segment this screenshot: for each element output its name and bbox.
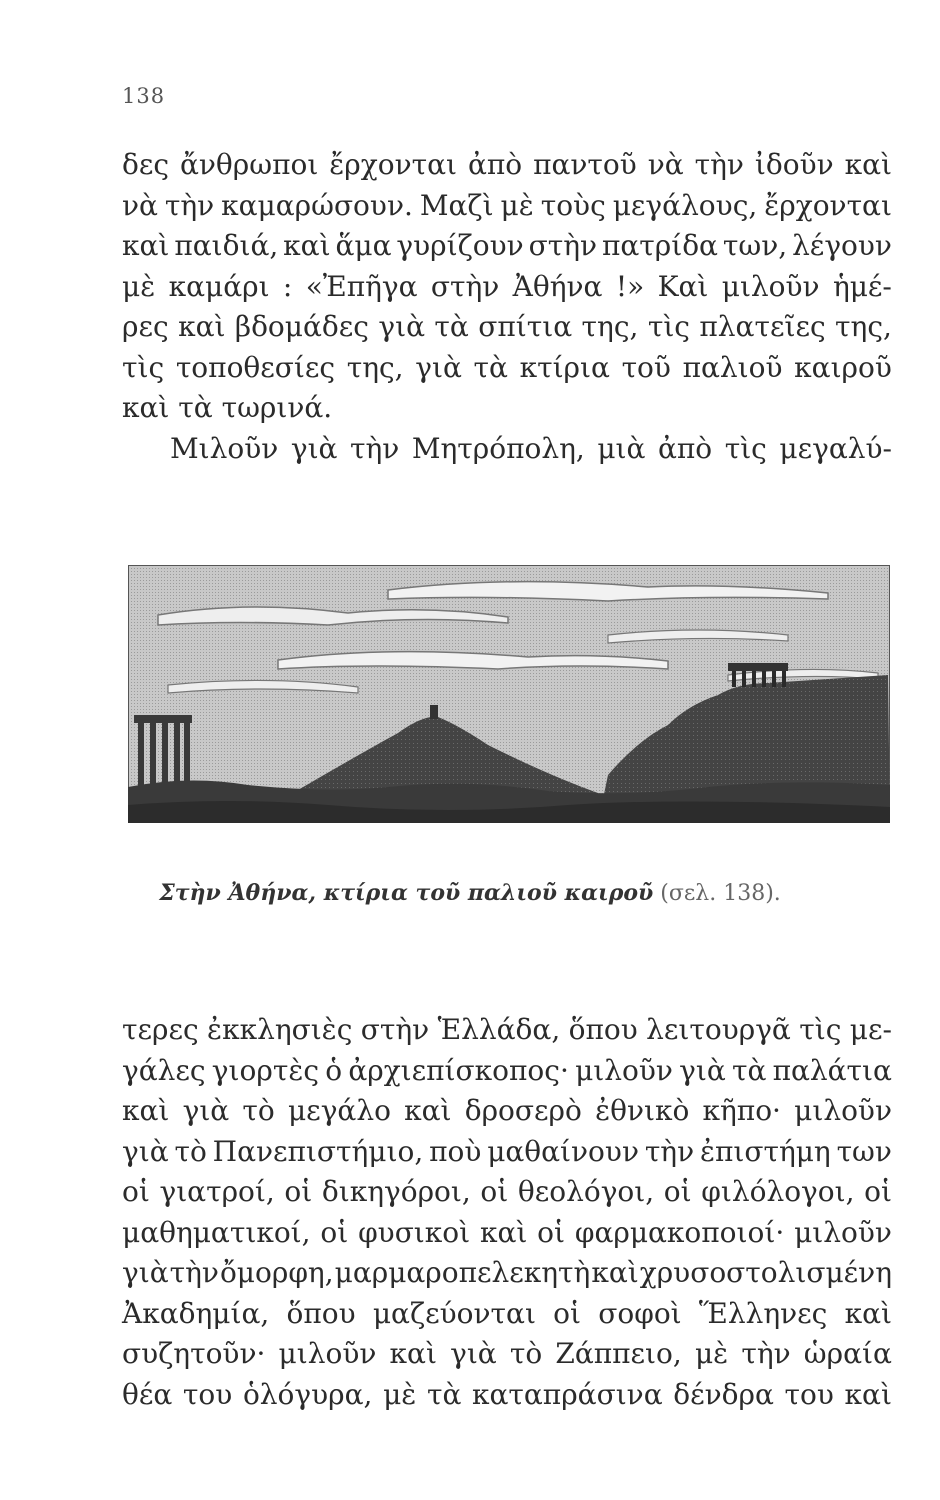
word: χρυσοστολισμένη bbox=[639, 1256, 892, 1289]
word: θέα bbox=[122, 1377, 173, 1411]
word: ἐπιστήμη bbox=[699, 1134, 831, 1168]
word: λέγουν bbox=[792, 229, 892, 262]
text-line bbox=[122, 226, 892, 267]
paragraph-3 bbox=[122, 1010, 892, 1415]
word: γιὰ bbox=[290, 431, 338, 465]
paragraph-1 bbox=[122, 145, 892, 469]
word: καιροῦ bbox=[794, 350, 892, 384]
text-line bbox=[122, 1253, 892, 1294]
word: καὶ bbox=[178, 310, 226, 343]
word: μεγάλο bbox=[287, 1094, 391, 1127]
word: τὴν bbox=[164, 188, 215, 222]
word: ἔρχονται bbox=[764, 188, 892, 222]
text-line bbox=[122, 1294, 892, 1335]
word: γιορτὲς bbox=[211, 1053, 320, 1087]
word: του bbox=[784, 1377, 834, 1411]
word: μαζεύονται bbox=[372, 1296, 536, 1330]
word: γιὰ bbox=[122, 1256, 169, 1289]
word: Ἑλλάδα, bbox=[437, 1013, 561, 1046]
word: πατρίδα bbox=[601, 229, 718, 262]
word: καταπράσινα bbox=[472, 1377, 663, 1411]
word: γάλες bbox=[122, 1053, 206, 1087]
word: ἄνθρωποι bbox=[180, 148, 319, 181]
word: τὴν bbox=[644, 1134, 695, 1168]
word: οἱ bbox=[320, 1215, 349, 1249]
word: μιλοῦν bbox=[794, 1215, 892, 1249]
word: καὶ bbox=[122, 1094, 170, 1127]
word: φιλόλογοι, bbox=[701, 1175, 855, 1208]
word: Πανεπιστήμιο, bbox=[212, 1134, 424, 1168]
word: Μαζὶ bbox=[419, 188, 494, 222]
word: τὰ bbox=[731, 1053, 767, 1087]
text-line-last: καὶ τὰ τωρινά. bbox=[122, 391, 333, 424]
word: Καὶ bbox=[657, 269, 709, 303]
word: ὅπου bbox=[286, 1296, 356, 1330]
word: παιδιά, bbox=[174, 229, 279, 262]
word: : bbox=[282, 269, 293, 303]
word: τὴν bbox=[350, 431, 400, 465]
word: γιὰ bbox=[679, 1053, 726, 1087]
word: δικηγόροι, bbox=[321, 1175, 471, 1208]
word: καμάρι bbox=[168, 269, 270, 303]
word: δες bbox=[122, 148, 170, 181]
word: των, bbox=[722, 229, 788, 262]
word: ὁ bbox=[325, 1053, 343, 1087]
word: τὶς bbox=[647, 310, 690, 343]
word: δροσερὸ bbox=[464, 1094, 582, 1127]
word: μεγαλύ- bbox=[779, 431, 892, 465]
word: τοποθεσίες bbox=[175, 350, 336, 384]
word: του bbox=[182, 1377, 233, 1411]
word: βδομάδες bbox=[234, 310, 369, 343]
word: κτίρια bbox=[519, 350, 610, 384]
word: οἱ bbox=[122, 1175, 150, 1208]
word: !» bbox=[615, 269, 645, 303]
word: «Ἐπῆγα bbox=[305, 269, 418, 303]
word: Ἀκαδημία, bbox=[122, 1296, 270, 1330]
word: ὡραία bbox=[803, 1337, 892, 1370]
word: μιλοῦν bbox=[278, 1337, 377, 1370]
word: στὴν bbox=[430, 269, 500, 303]
word: μὲ bbox=[383, 1377, 417, 1411]
word: οἱ bbox=[553, 1296, 582, 1330]
word: γιὰ bbox=[182, 1094, 230, 1127]
word: παντοῦ bbox=[533, 148, 637, 181]
word: μαθαίνουν bbox=[487, 1134, 639, 1168]
text-line bbox=[122, 1010, 892, 1051]
word: Ἕλληνες bbox=[698, 1296, 828, 1330]
athens-landscape-icon bbox=[128, 565, 890, 823]
word: μιλοῦν bbox=[721, 269, 820, 303]
word: της, bbox=[346, 350, 404, 384]
word: μὲ bbox=[694, 1337, 729, 1370]
word: ἐκκλησιὲς bbox=[207, 1013, 353, 1046]
word: οἱ bbox=[284, 1175, 313, 1208]
word: νὰ bbox=[647, 148, 684, 181]
word: καὶ bbox=[844, 1296, 892, 1330]
word: νὰ bbox=[122, 188, 158, 222]
word: ἀπὸ bbox=[467, 148, 523, 181]
word: Μιλοῦν bbox=[170, 431, 279, 465]
word: καὶ bbox=[844, 1377, 892, 1411]
word: γυρίζουν bbox=[396, 229, 524, 262]
word: σπίτια bbox=[478, 310, 573, 343]
word: τὴν bbox=[694, 148, 744, 181]
word: καὶ bbox=[283, 229, 331, 262]
word: τὰ bbox=[434, 310, 469, 343]
word: καὶ bbox=[389, 1337, 437, 1370]
word: ἀρχιεπίσκοπος· bbox=[348, 1053, 569, 1087]
word: γιὰ bbox=[415, 350, 462, 384]
word: τὸ bbox=[174, 1134, 207, 1168]
word: μαρμαροπελεκητὴ bbox=[334, 1256, 591, 1289]
word: γιὰ bbox=[378, 310, 425, 343]
word: καὶ bbox=[404, 1094, 452, 1127]
word: καμαρώσουν. bbox=[221, 188, 413, 222]
word: μεγάλους, bbox=[612, 188, 758, 222]
word: μιλοῦν bbox=[575, 1053, 673, 1087]
word: τὴν bbox=[169, 1256, 219, 1289]
text-line bbox=[122, 145, 892, 186]
word: λειτουργᾶ bbox=[646, 1013, 791, 1046]
word: οἱ bbox=[480, 1175, 509, 1208]
text-line bbox=[122, 1132, 892, 1173]
word: Ζάππειο, bbox=[555, 1337, 682, 1370]
text-line bbox=[122, 1213, 892, 1254]
word: ὅπου bbox=[568, 1013, 638, 1046]
word: ἀπὸ bbox=[657, 431, 713, 465]
word: μὲ bbox=[122, 269, 156, 303]
word: στὴν bbox=[360, 1013, 430, 1046]
text-line bbox=[122, 307, 892, 348]
word: γιατροί, bbox=[159, 1175, 275, 1208]
word: τὰ bbox=[426, 1377, 462, 1411]
text-line bbox=[122, 348, 892, 389]
word: γιὰ bbox=[122, 1134, 169, 1168]
word: οἱ bbox=[864, 1175, 892, 1208]
word: παλάτια bbox=[772, 1053, 892, 1087]
word: ἐθνικὸ bbox=[595, 1094, 690, 1127]
word: Ἀθήνα bbox=[512, 269, 603, 303]
word: φαρμακοποιοί· bbox=[574, 1215, 785, 1249]
figure-illustration bbox=[128, 565, 890, 823]
word: τὸ bbox=[509, 1337, 543, 1370]
text-line bbox=[122, 267, 892, 308]
word: ἅμα bbox=[335, 229, 392, 262]
word: συζητοῦν· bbox=[122, 1337, 266, 1370]
paragraph-2-line bbox=[122, 429, 892, 470]
page-number: 138 bbox=[122, 84, 166, 108]
word: τὶς bbox=[724, 431, 767, 465]
word: τὰ bbox=[473, 350, 508, 384]
text-line bbox=[122, 186, 892, 227]
word: σοφοὶ bbox=[598, 1296, 682, 1330]
word: τὶς bbox=[799, 1013, 842, 1046]
word: ρες bbox=[122, 310, 169, 343]
word: οἱ bbox=[663, 1175, 692, 1208]
word: μιλοῦν bbox=[794, 1094, 892, 1127]
word: τὸ bbox=[242, 1094, 275, 1127]
word: θεολόγοι, bbox=[517, 1175, 655, 1208]
word: τὴν bbox=[741, 1337, 791, 1370]
word: φυσικοὶ bbox=[358, 1215, 471, 1249]
word: μιὰ bbox=[597, 431, 646, 465]
word: κῆπο· bbox=[702, 1094, 781, 1127]
word: τερες bbox=[122, 1013, 199, 1046]
word: δένδρα bbox=[673, 1377, 774, 1411]
word: τοῦ bbox=[621, 350, 671, 384]
text-line bbox=[122, 1334, 892, 1375]
word: καὶ bbox=[591, 1256, 639, 1289]
caption-page-ref: (σελ. 138). bbox=[660, 881, 781, 906]
text-line bbox=[122, 1091, 892, 1132]
word: οἱ bbox=[537, 1215, 566, 1249]
word: πλατεῖες bbox=[699, 310, 826, 343]
word: των bbox=[836, 1134, 892, 1168]
text-line bbox=[122, 1375, 892, 1416]
word: παλιοῦ bbox=[682, 350, 783, 384]
word: ποὺ bbox=[429, 1134, 482, 1168]
word: καὶ bbox=[122, 229, 170, 262]
word: τὶς bbox=[122, 350, 165, 384]
word: ὄμορφη, bbox=[219, 1256, 334, 1289]
word: γιὰ bbox=[450, 1337, 497, 1370]
text-line bbox=[122, 1051, 892, 1092]
word: καὶ bbox=[479, 1215, 528, 1249]
word: ὁλόγυρα, bbox=[242, 1377, 373, 1411]
word: ἰδοῦν bbox=[754, 148, 834, 181]
text-line bbox=[122, 1172, 892, 1213]
word: με- bbox=[849, 1013, 892, 1046]
word: μὲ bbox=[500, 188, 534, 222]
word: ἡμέ- bbox=[832, 269, 892, 303]
word: τοὺς bbox=[540, 188, 606, 222]
word: της, bbox=[581, 310, 639, 343]
caption-main: Στὴν Ἀθήνα, κτίρια τοῦ παλιοῦ καιροῦ bbox=[159, 880, 654, 906]
word: στὴν bbox=[528, 229, 598, 262]
figure-caption bbox=[0, 880, 940, 906]
word: καὶ bbox=[844, 148, 892, 181]
word: Μητρόπολη, bbox=[411, 431, 585, 465]
word: μαθηματικοί, bbox=[122, 1215, 311, 1249]
word: ἔρχονται bbox=[329, 148, 457, 181]
word: της, bbox=[835, 310, 892, 343]
